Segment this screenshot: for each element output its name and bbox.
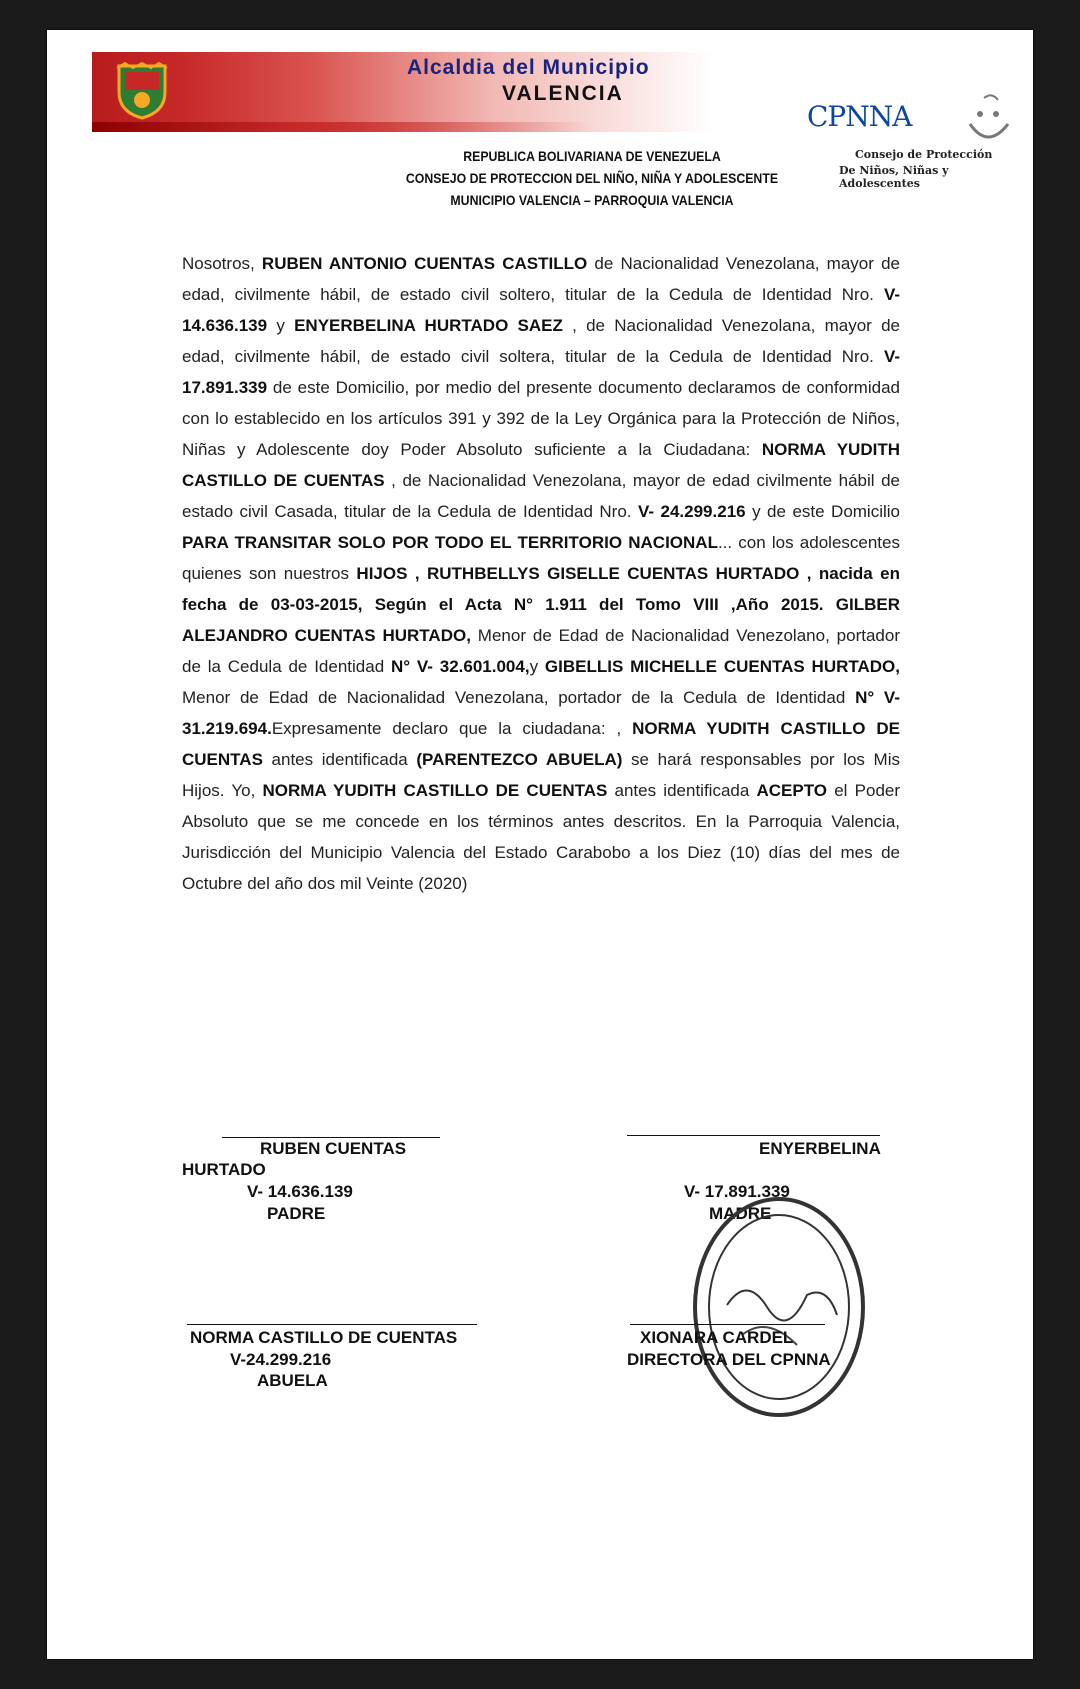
father-name: RUBEN CUENTAS — [260, 1139, 407, 1158]
grandmother-name: NORMA CASTILLO DE CUENTAS — [190, 1328, 458, 1347]
mother-name: ENYERBELINA — [759, 1139, 881, 1158]
cpnna-subtitle-2: De Niños, Niñas y Adolescentes — [839, 164, 949, 190]
grandmother-id: V-24.299.216 — [230, 1350, 332, 1369]
cpnna-logo-text: CPNNA — [807, 100, 912, 133]
body-text: y — [267, 316, 295, 335]
body-text: ... con los adolescentes quienes son nuestros — [182, 533, 900, 583]
director-signature-line — [630, 1324, 825, 1325]
body-bold: NORMA YUDITH CASTILLO DE CUENTAS — [182, 440, 900, 490]
grandmother-role: ABUELA — [257, 1371, 328, 1390]
body-text: antes identificada — [607, 781, 757, 800]
father-role: PADRE — [267, 1204, 326, 1223]
document-header — [359, 145, 825, 211]
header-line-3: MUNICIPIO VALENCIA – PARROQUIA VALENCIA — [450, 192, 734, 208]
grandmother-signature-line — [187, 1324, 477, 1325]
mother-signature-line — [627, 1135, 880, 1136]
body-text: , de Nacionalidad Venezolana, mayor de edad civilmente hábil de estado civil Casada, titular de la Cedula de Identidad Nro. — [182, 471, 900, 521]
father-signature-line — [222, 1137, 440, 1138]
body-text: de Nacionalidad Venezolana, mayor de edad, civilmente hábil, de estado civil soltero, titular de la Cedula de Identidad Nro. — [182, 254, 900, 304]
father-name-cont: HURTADO — [182, 1160, 266, 1179]
letterhead-strip — [92, 122, 592, 132]
body-bold: NORMA YUDITH CASTILLO DE CUENTAS — [182, 719, 900, 769]
body-bold: (PARENTEZCO ABUELA) — [416, 750, 623, 769]
header-line-1: REPUBLICA BOLIVARIANA DE VENEZUELA — [463, 148, 721, 164]
institution-city: VALENCIA — [502, 82, 624, 105]
body-text: se hará responsables por los Mis Hijos. Yo, — [182, 750, 900, 800]
body-text: antes identificada — [262, 750, 417, 769]
director-name: XIONARA CARDEL — [640, 1328, 794, 1347]
body-bold: GIBELLIS MICHELLE CUENTAS HURTADO, — [544, 657, 901, 676]
body-text: , de Nacionalidad Venezolana, mayor de edad, civilmente hábil, de estado civil soltera, titular de la Cedula de Identidad Nro. — [182, 316, 900, 366]
body-bold: V- 24.299.216 — [637, 502, 746, 521]
cpnna-subtitle-1: Consejo de Protección — [855, 148, 993, 161]
institution-title: Alcaldia del Municipio — [407, 56, 650, 79]
body-text: Menor de Edad de Nacionalidad Venezolano, portador de la Cedula de Identidad — [182, 626, 900, 676]
body-text: de este Domicilio, por medio del presente documento declaramos de conformidad con lo establecido en los artículos 391 y 392 de la Ley Orgánica para la Protección de Niños, Niñas y Adolescente doy Poder Absoluto suficiente a la Ciudadana: — [182, 378, 900, 459]
body-bold: V- 17.891.339 — [182, 347, 900, 397]
body-bold: N° V- 32.601.004, — [390, 657, 530, 676]
body-bold: NORMA YUDITH CASTILLO DE CUENTAS — [262, 781, 608, 800]
body-bold: RUBEN ANTONIO CUENTAS CASTILLO — [261, 254, 588, 273]
body-bold: N° V- 31.219.694. — [182, 688, 900, 738]
header-line-2: CONSEJO DE PROTECCION DEL NIÑO, NIÑA Y ADOLESCENTE — [405, 170, 779, 186]
body-bold: HIJOS , RUTHBELLYS GISELLE CUENTAS HURTADO , nacida en fecha de 03-03-2015, Según el Acta N° 1.911 del Tomo VIII ,Año 2015. GILBER ALEJANDRO CUENTAS HURTADO, — [182, 564, 900, 645]
body-bold: PARA TRANSITAR SOLO POR TODO EL TERRITORIO NACIONAL — [182, 533, 718, 552]
body-text: el Poder Absoluto que se me concede en los términos antes descritos. En la Parroquia Valencia, Jurisdicción del Municipio Valencia del Estado Carabobo a los Diez (10) días del mes de Octubre del año dos mil Veinte (2020) — [182, 781, 901, 893]
mother-role: MADRE — [709, 1204, 772, 1223]
body-text: Nosotros, — [182, 254, 262, 273]
director-role: DIRECTORA DEL CPNNA — [627, 1350, 831, 1369]
body-text: Menor de Edad de Nacionalidad Venezolana, portador de la Cedula de Identidad — [182, 688, 856, 707]
body-bold: ENYERBELINA HURTADO SAEZ — [294, 316, 563, 335]
smiley-face-icon — [962, 94, 1014, 152]
father-id: V- 14.636.139 — [247, 1182, 353, 1201]
declaration-paragraph — [182, 248, 900, 899]
body-text: y de este Domicilio — [745, 502, 900, 521]
municipal-shield-icon — [115, 62, 169, 120]
body-text: y — [529, 657, 545, 676]
official-seal-stamp — [687, 1195, 872, 1420]
cpnna-logo — [807, 100, 911, 133]
body-text: Expresamente declaro que la ciudadana: , — [271, 719, 633, 738]
document-page — [47, 30, 1033, 1659]
mother-id: V- 17.891.339 — [684, 1182, 790, 1201]
body-bold: ACEPTO — [756, 781, 828, 800]
body-bold: V- 14.636.139 — [182, 285, 900, 335]
